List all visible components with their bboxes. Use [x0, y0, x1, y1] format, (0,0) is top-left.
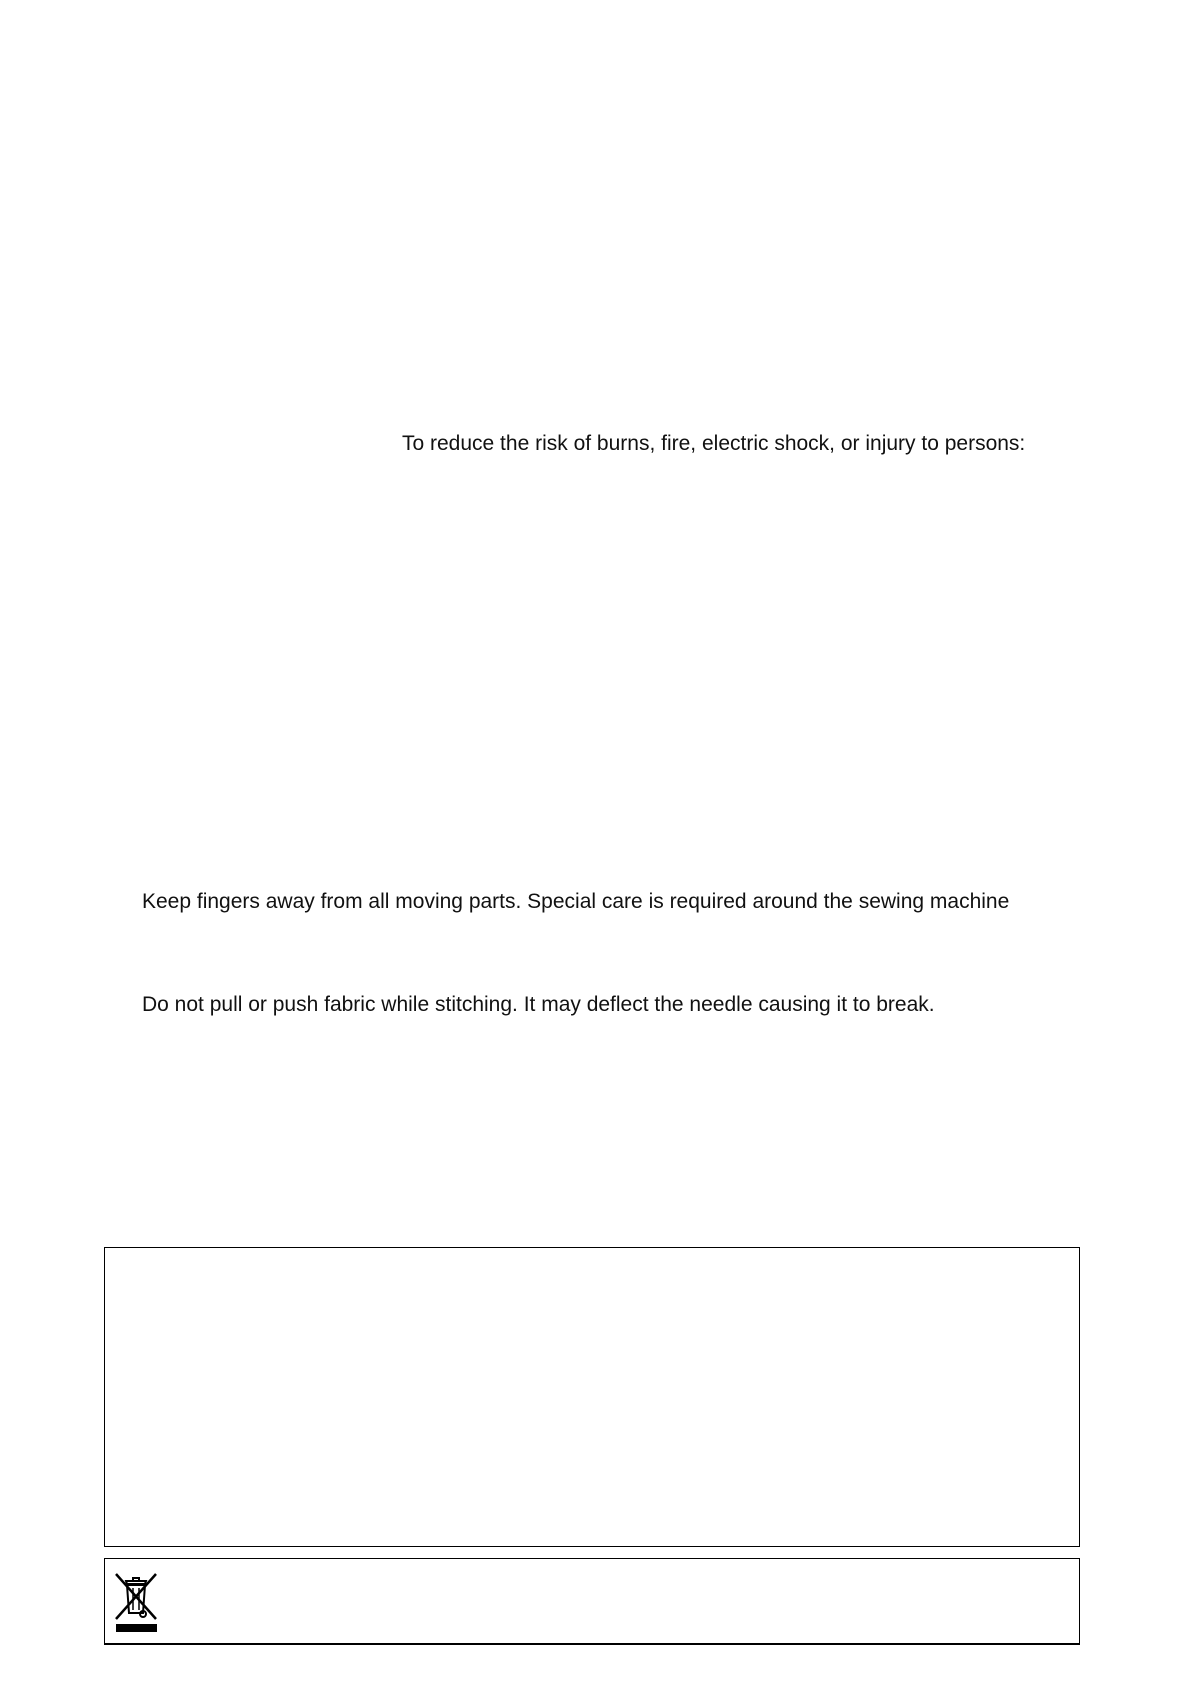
disposal-notice-box [104, 1558, 1080, 1645]
safety-intro-text: To reduce the risk of burns, fire, electric shock, or injury to persons: [402, 432, 1026, 455]
safety-fabric-instruction: Do not pull or push fabric while stitching. It may deflect the needle causing it to break. [142, 993, 935, 1016]
notice-box [104, 1247, 1080, 1547]
safety-fingers-instruction: Keep fingers away from all moving parts. Special care is required around the sewing machine [142, 890, 1010, 913]
crossed-out-wheelie-bin-icon [113, 1571, 159, 1633]
